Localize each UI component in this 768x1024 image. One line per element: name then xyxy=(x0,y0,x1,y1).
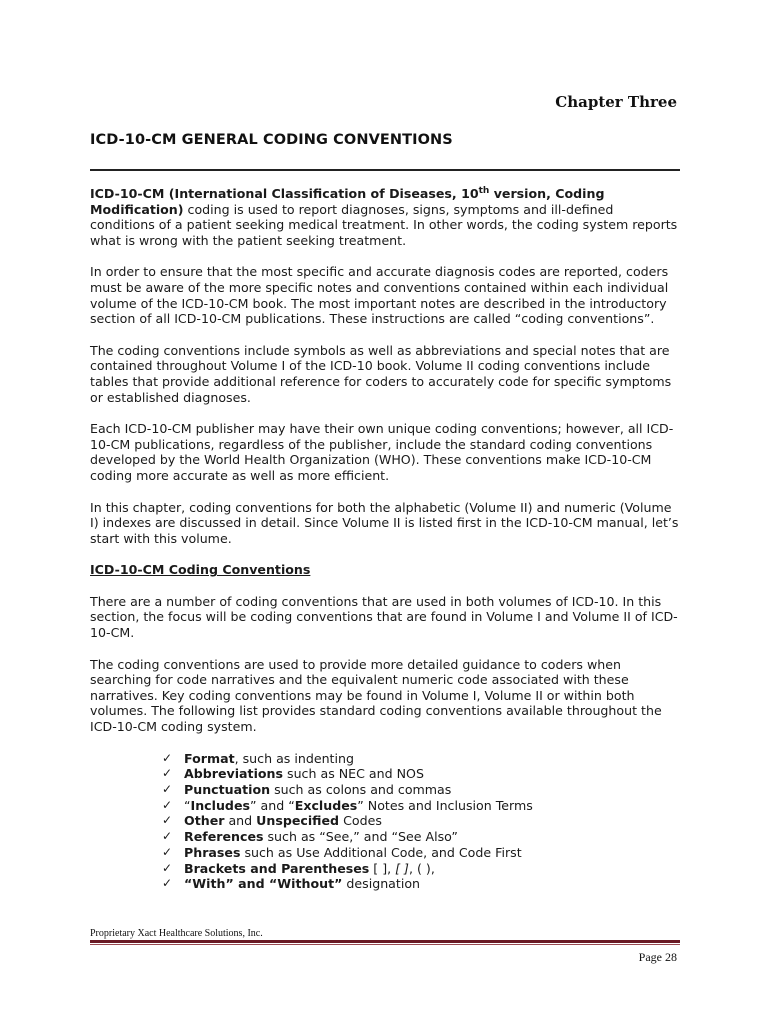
list-item xyxy=(162,798,680,814)
checkmark-icon: ✓ xyxy=(162,750,173,765)
intro-paragraph xyxy=(90,186,680,248)
intro-bold-b: version, Coding Modification) xyxy=(90,186,605,217)
list-item xyxy=(162,813,680,829)
item-text: such as colons and commas xyxy=(270,782,452,798)
item-bold: References xyxy=(184,829,264,845)
item-bold: Excludes xyxy=(294,797,358,813)
paragraph: The coding conventions include symbols as well as abbreviations and special notes that are contained throughout Volume I of the ICD-10 book. Volume II coding conventions include tables that provide additional reference for coders to accurately code for specific symptoms or established diagnoses. xyxy=(90,342,672,405)
item-bold: Other xyxy=(184,813,225,829)
checkmark-icon: ✓ xyxy=(162,844,173,859)
item-text: ” Notes and Inclusion Terms xyxy=(357,797,533,813)
list-item xyxy=(162,829,680,845)
list-item xyxy=(162,766,680,782)
item-text: such as NEC and NOS xyxy=(283,766,424,782)
intro-bold-sup: th xyxy=(478,185,490,196)
paragraph: In order to ensure that the most specific and accurate diagnosis codes are reported, coders must be aware of the more specific notes and conventions contained within each individual volume of the ICD-10-CM book. The most important notes are described in the introductory section of all ICD-10-CM publications. These instructions are called “coding conventions”. xyxy=(90,264,669,327)
item-italic: [ ] xyxy=(395,860,409,876)
item-text: and xyxy=(224,813,257,829)
item-text: , such as indenting xyxy=(234,750,354,766)
page-number: Page 28 xyxy=(638,950,677,964)
footer-divider xyxy=(90,940,680,943)
checkmark-icon: ✓ xyxy=(162,829,173,844)
list-item xyxy=(162,782,680,798)
chapter-label: Chapter Three xyxy=(555,93,677,111)
paragraph: Each ICD-10-CM publisher may have their own unique coding conventions; however, all ICD-10-CM publications, regardless of the publisher, include the standard coding conventions developed by the World Health Organization (WHO). These conventions make ICD-10-CM coding more accurate as well as more efficient. xyxy=(90,421,674,483)
item-text: [ ], xyxy=(369,860,396,876)
item-bold: Format xyxy=(184,750,235,766)
item-text: Codes xyxy=(339,813,382,829)
list-item xyxy=(162,876,680,892)
item-bold: Unspecified xyxy=(256,813,340,829)
item-text: “ xyxy=(184,797,191,813)
section-paragraph: There are a number of coding conventions that are used in both volumes of ICD-10. In this section, the focus will be coding conventions that are found in Volume I and Volume II of ICD-10-CM. xyxy=(90,593,678,641)
list-item xyxy=(162,845,680,861)
item-text: ” and “ xyxy=(249,797,295,813)
item-bold: Brackets and Parentheses xyxy=(184,860,370,876)
checkmark-icon: ✓ xyxy=(162,813,173,828)
intro-rest: coding is used to report diagnoses, signs, symptoms and ill-defined conditions of a patient seeking medical treatment. In other words, the coding system reports what is wrong with the patient seeking treatment. xyxy=(90,201,678,248)
list-item xyxy=(162,751,680,767)
item-text: such as Use Additional Code, and Code First xyxy=(240,844,522,860)
checkmark-icon: ✓ xyxy=(162,766,173,781)
checkmark-icon: ✓ xyxy=(162,797,173,812)
item-bold: “With” and “Without” xyxy=(184,876,343,892)
footer-divider-thin xyxy=(90,944,680,945)
document-body xyxy=(90,186,680,892)
item-text: , ( ), xyxy=(408,860,435,876)
checkmark-icon: ✓ xyxy=(162,860,173,875)
section-paragraph: The coding conventions are used to provide more detailed guidance to coders when searching for code narratives and the equivalent numeric code associated with these narratives. Key coding conventions may be found in Volume I, Volume II or within both volumes. The following list provides standard coding conventions available throughout the ICD-10-CM coding system. xyxy=(90,656,662,735)
intro-bold-a: ICD-10-CM (International Classification of Diseases, 10 xyxy=(90,186,479,201)
footer-company: Proprietary Xact Healthcare Solutions, Inc. xyxy=(90,928,263,939)
item-bold: Abbreviations xyxy=(184,766,284,782)
checkmark-icon: ✓ xyxy=(162,876,173,891)
paragraph: In this chapter, coding conventions for both the alphabetic (Volume II) and numeric (Volume I) indexes are discussed in detail. Since Volume II is listed first in the ICD-10-CM manual, let’s start with this volume. xyxy=(90,499,679,546)
item-bold: Phrases xyxy=(184,844,241,860)
item-bold: Punctuation xyxy=(184,782,271,798)
conventions-list xyxy=(90,751,680,892)
list-item xyxy=(162,861,680,877)
title-divider xyxy=(90,169,680,171)
item-bold: Includes xyxy=(190,797,250,813)
item-text: such as “See,” and “See Also” xyxy=(263,829,458,845)
section-heading: ICD-10-CM Coding Conventions xyxy=(90,562,311,578)
item-text: designation xyxy=(342,876,421,892)
page-title: ICD-10-CM GENERAL CODING CONVENTIONS xyxy=(90,132,453,148)
checkmark-icon: ✓ xyxy=(162,782,173,797)
